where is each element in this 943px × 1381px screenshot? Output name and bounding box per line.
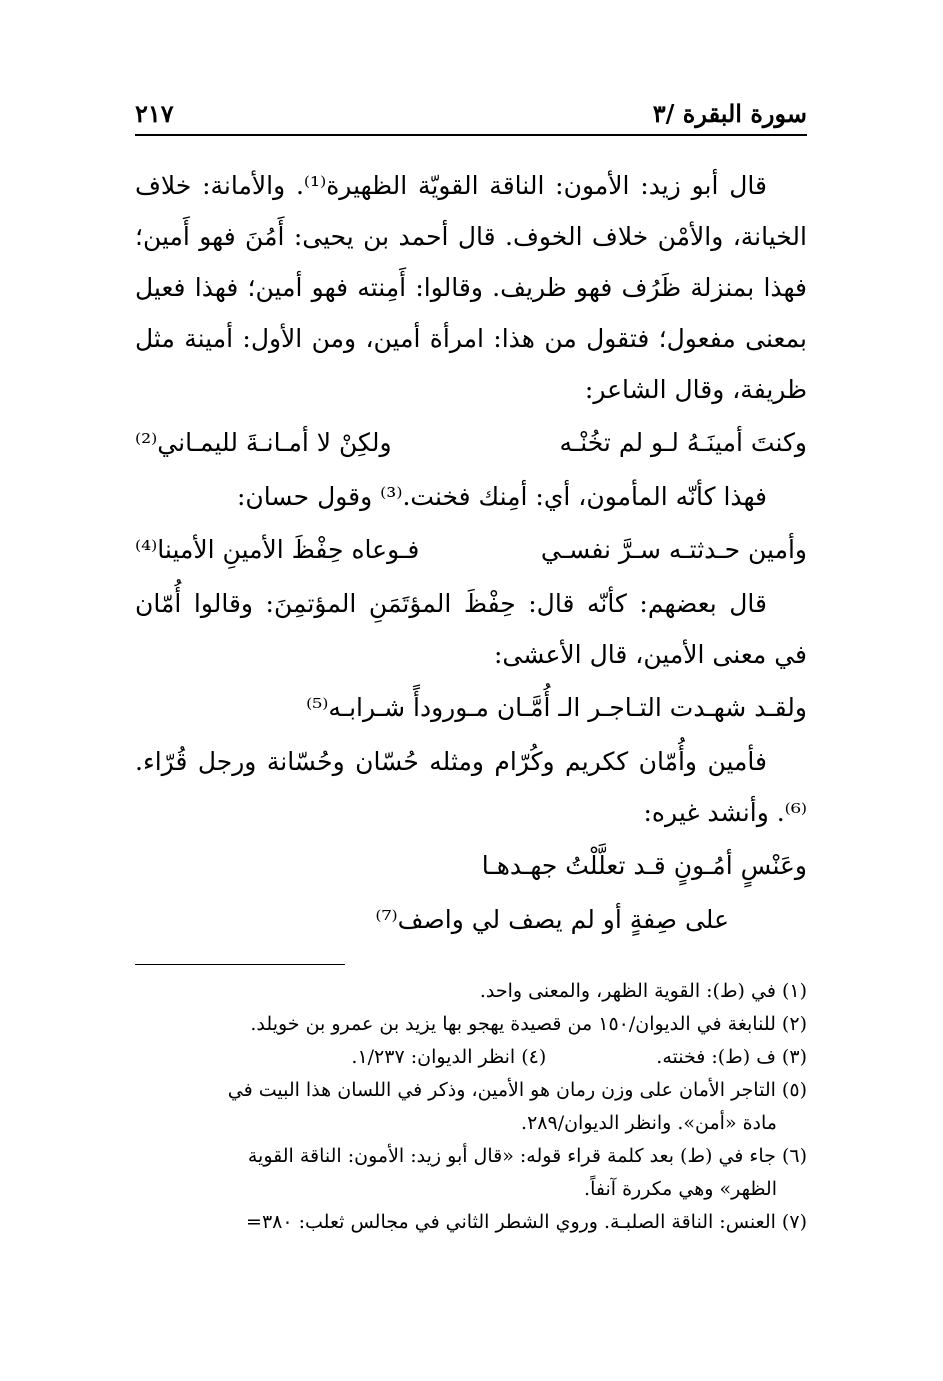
footnote-2: (٢) للنابغة في الديوان/١٥٠ من قصيدة يهجو بها يزيد بن عمرو بن خويلد. xyxy=(250,1013,807,1035)
footnote-row-3-4 xyxy=(135,1041,807,1074)
paragraph-1: قال أبو زيد: الأمون: الناقة القويّة الظهيرة⁽¹⁾. والأمانة: خلاف الخيانة، والأمْن خلاف الخوف. قال أحمد بن يحيى: أَمُنَ فهو أَمين؛ فهذا بمنزلة ظَرُف فهو ظريف. وقالوا: أَمِنته فهو أمين؛ فهذا فعيل بمعنى مفعول؛ فتقول من هذا: امرأة أمين، ومن الأول: أمينة مثل ظريفة، وقال الشاعر: xyxy=(135,171,807,404)
footnote-1: (١) في (ط): القوية الظهر، والمعنى واحد. xyxy=(479,980,807,1002)
paragraph-4: فأمين وأُمّان ككريم وكُرّام ومثله حُسّان وحُسّانة ورجل قُرّاء.⁽⁶⁾. وأنشد غيره: xyxy=(135,747,807,827)
page-header xyxy=(135,88,807,136)
verse-4-line-2 xyxy=(135,894,807,946)
footnote-separator xyxy=(135,964,345,965)
verse-4-first-hemistich: وعَنْسٍ أمُـونٍ قـد تعلَّلْتُ جهـدهـا xyxy=(481,851,807,880)
page-number: ٢١٧ xyxy=(135,99,174,128)
footnote-6: (٦) جاء في (ط) بعد كلمة قراء قوله: «قال أبو زيد: الأمون: الناقة القوية xyxy=(247,1145,807,1167)
verse-4-line-1 xyxy=(135,840,807,892)
verse-1 xyxy=(135,417,807,469)
footnote-7: (٧) العنس: الناقة الصلبـة. وروي الشطر الثاني في مجالس ثعلب: ٣٨٠= xyxy=(246,1211,807,1233)
verse-1-first-hemistich: وكنتَ أمينَـهُ لـو لم تخُنْـه xyxy=(559,428,807,457)
footnote-4: (٤) انظر الديوان: ١/٢٣٧. xyxy=(351,1046,547,1068)
paragraph-3: قال بعضهم: كأنّه قال: حِفْظَ المؤتَمَنِ المؤتمِنَ: وقالوا أُمّان في معنى الأمين، قال الأعشى: xyxy=(135,589,807,669)
footnote-5: (٥) التاجر الأمان على وزن رمان هو الأمين، وذكر في اللسان هذا البيت في xyxy=(227,1079,807,1101)
verse-2 xyxy=(135,524,807,576)
verse-3 xyxy=(135,682,807,734)
footnote-3: (٣) ف (ط): فخنته. xyxy=(656,1046,807,1068)
verse-2-second-hemistich: فـوعاه حِفْظَ الأمينِ الأمينا⁽⁴⁾ xyxy=(135,535,420,564)
footnote-6-continuation: الظهر» وهي مكررة آنفاً. xyxy=(584,1178,777,1200)
book-page xyxy=(135,88,807,1239)
paragraph-2: فهذا كأنّه المأمون، أي: أمِنك فخنت.⁽³⁾ وقول حسان: xyxy=(236,482,767,511)
verse-1-second-hemistich: ولكِنْ لا أمـانـةَ لليمـاني⁽²⁾ xyxy=(135,428,392,457)
verse-4-second-hemistich: على صِفةٍ أو لم يصف لي واصف⁽⁷⁾ xyxy=(375,905,729,934)
verse-2-first-hemistich: وأمين حـدثتـه سـرَّ نفسـي xyxy=(540,535,807,564)
footnotes xyxy=(135,975,807,1239)
footnote-5-continuation: مادة «أمن». وانظر الديوان/٢٨٩. xyxy=(521,1112,777,1134)
verse-3-line: ولقـد شهـدت التـاجـر الـ أُمَّـان مـورودأً شـرابـه⁽⁵⁾ xyxy=(306,693,807,722)
running-title: سورة البقرة /٣ xyxy=(652,99,807,128)
main-text xyxy=(135,160,807,946)
